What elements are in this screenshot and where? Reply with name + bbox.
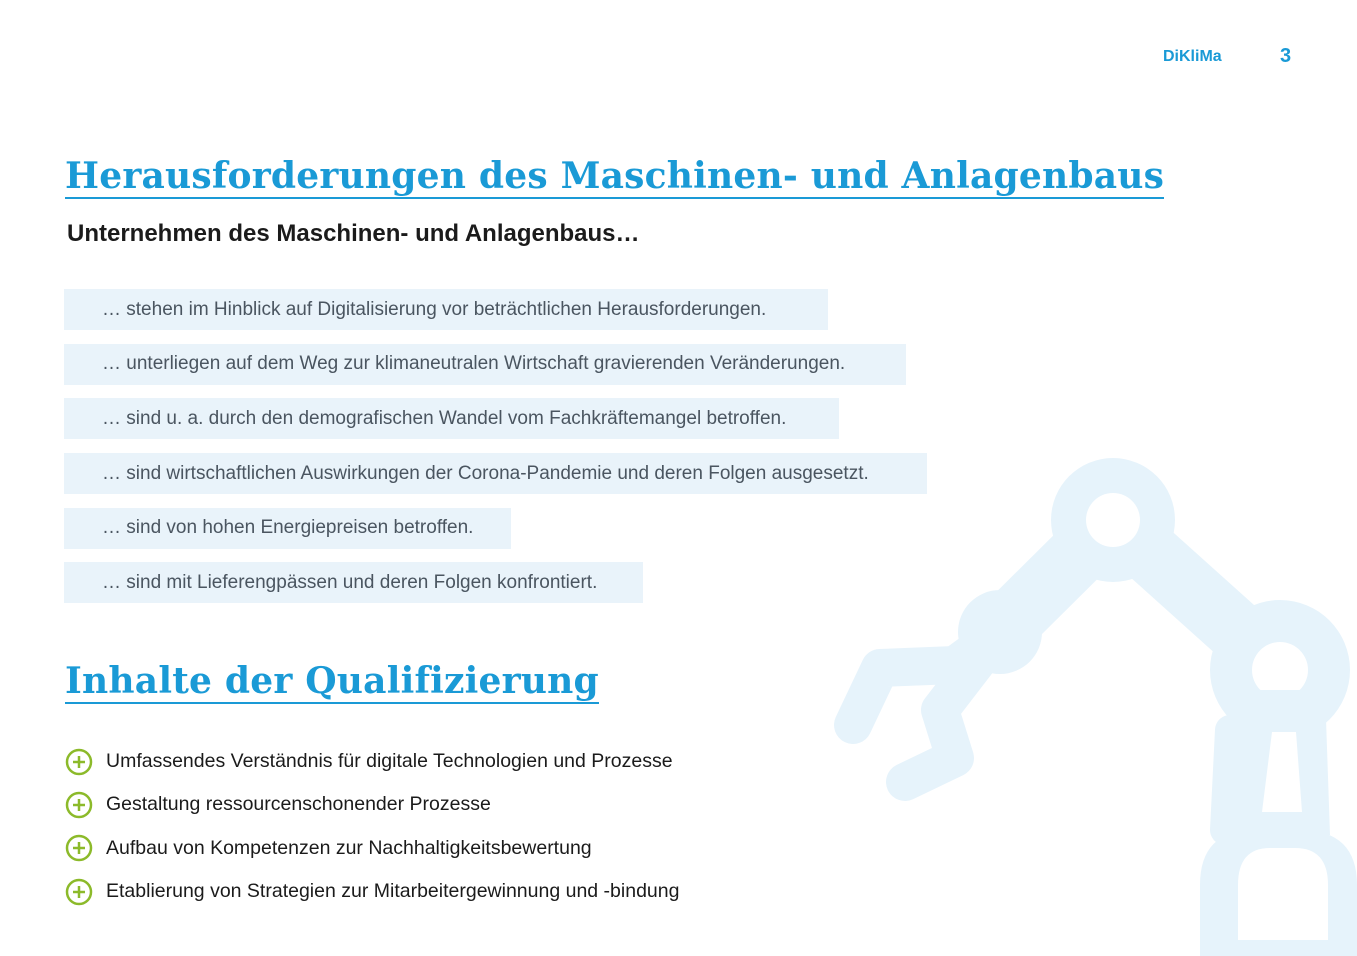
plus-circle-icon bbox=[65, 878, 93, 906]
challenge-list bbox=[64, 289, 927, 617]
challenge-item: … stehen im Hinblick auf Digitalisierung vor beträchtlichen Herausforderungen. bbox=[64, 289, 828, 330]
qualification-list bbox=[65, 740, 679, 913]
list-item-label: Gestaltung ressourcenschonender Prozesse bbox=[106, 793, 491, 816]
challenge-item: … sind u. a. durch den demografischen Wandel vom Fachkräftemangel betroffen. bbox=[64, 398, 839, 439]
list-item bbox=[65, 740, 679, 783]
plus-circle-icon bbox=[65, 748, 93, 776]
section-subtitle: Unternehmen des Maschinen- und Anlagenbaus… bbox=[67, 220, 640, 247]
plus-circle-icon bbox=[65, 791, 93, 819]
challenge-item: … unterliegen auf dem Weg zur klimaneutralen Wirtschaft gravierenden Veränderungen. bbox=[64, 344, 906, 385]
list-item-label: Aufbau von Kompetenzen zur Nachhaltigkeitsbewertung bbox=[106, 836, 592, 859]
list-item bbox=[65, 870, 679, 913]
list-item-label: Etablierung von Strategien zur Mitarbeitergewinnung und -bindung bbox=[106, 880, 680, 903]
section-title-contents: Inhalte der Qualifizierung bbox=[65, 661, 599, 704]
challenge-item: … sind wirtschaftlichen Auswirkungen der Corona-Pandemie und deren Folgen ausgesetzt. bbox=[64, 453, 927, 494]
challenge-item: … sind mit Lieferengpässen und deren Folgen konfrontiert. bbox=[64, 562, 643, 603]
brand-label: DiKliMa bbox=[1163, 48, 1222, 65]
challenge-item: … sind von hohen Energiepreisen betroffen. bbox=[64, 508, 511, 549]
list-item bbox=[65, 827, 679, 870]
section-title-challenges: Herausforderungen des Maschinen- und Anlagenbaus bbox=[65, 156, 1164, 199]
list-item-label: Umfassendes Verständnis für digitale Technologien und Prozesse bbox=[106, 750, 673, 773]
page-number: 3 bbox=[1280, 45, 1292, 67]
list-item bbox=[65, 783, 679, 826]
plus-circle-icon bbox=[65, 834, 93, 862]
